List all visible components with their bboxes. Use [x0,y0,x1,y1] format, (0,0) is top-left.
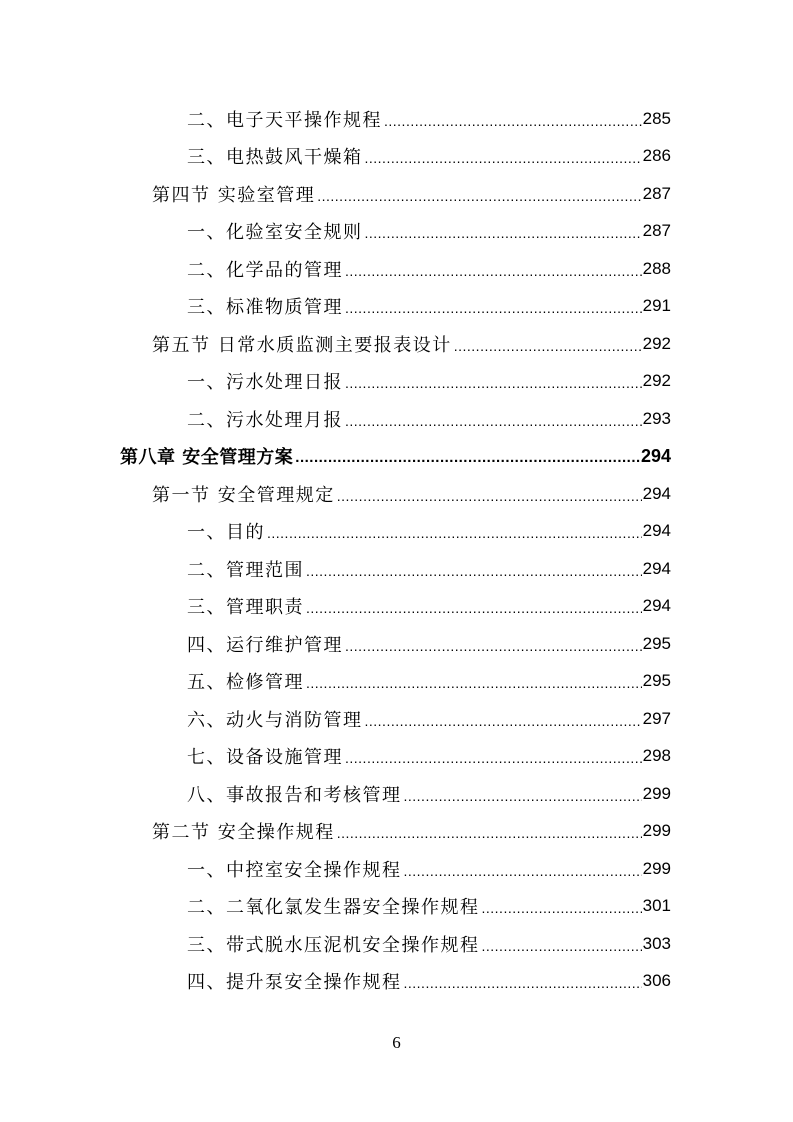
toc-entry[interactable] [152,816,671,846]
toc-entry-page: 286 [642,146,671,165]
toc-leader-dots [345,368,642,398]
toc-entry[interactable] [187,404,671,434]
toc-entry[interactable] [187,554,671,584]
toc-entry-page: 288 [642,259,671,278]
toc-entry[interactable] [187,741,671,771]
toc-entry-title: 第一节 安全管理规定 [152,485,335,506]
toc-entry-title: 一、污水处理日报 [187,372,343,393]
toc-entry[interactable] [187,591,671,621]
toc-entry[interactable] [187,216,671,246]
toc-entry-title: 八、事故报告和考核管理 [187,785,402,806]
toc-entry-page: 299 [642,859,671,878]
toc-entry[interactable] [187,966,671,996]
toc-leader-dots [306,556,642,586]
toc-entry-page: 301 [642,896,671,915]
toc-leader-dots [267,518,642,548]
toc-entry[interactable] [187,254,671,284]
toc-leader-dots [482,931,642,961]
toc-entry-title: 第四节 实验室管理 [152,185,316,206]
toc-leader-dots [345,743,642,773]
toc-entry-page: 294 [642,596,671,615]
toc-entry[interactable] [152,479,671,509]
toc-leader-dots [306,593,642,623]
toc-entry-title: 四、提升泵安全操作规程 [187,972,402,993]
toc-entry-title: 六、动火与消防管理 [187,710,363,731]
toc-entry-page: 299 [642,821,671,840]
toc-entry-page: 295 [642,671,671,690]
toc-entry-title: 二、管理范围 [187,560,304,581]
toc-entry-title: 第五节 日常水质监测主要报表设计 [152,335,452,356]
toc-entry[interactable] [187,141,671,171]
toc-leader-dots [384,106,642,136]
toc-leader-dots [317,181,641,211]
toc-entry-page: 303 [642,934,671,953]
toc-entry-page: 294 [642,559,671,578]
toc-leader-dots [345,293,642,323]
toc-leader-dots [454,331,642,361]
toc-entry-page: 306 [642,971,671,990]
toc-leader-dots [365,143,642,173]
toc-leader-dots [306,668,642,698]
toc-leader-dots [337,818,642,848]
toc-entry-page: 299 [642,784,671,803]
toc-entry[interactable] [187,629,671,659]
toc-entry-page: 287 [642,221,671,240]
toc-entry-page: 291 [642,296,671,315]
toc-leader-dots [365,218,642,248]
toc-leader-dots [337,481,642,511]
toc-leader-dots [295,443,640,473]
toc-leader-dots [345,631,642,661]
toc-entry[interactable] [187,704,671,734]
toc-entry-page: 292 [642,334,671,353]
toc-entry-title: 一、目的 [187,522,265,543]
toc-entry[interactable] [187,104,671,134]
toc-entry[interactable] [187,666,671,696]
toc-leader-dots [404,968,642,998]
toc-leader-dots [365,706,642,736]
toc-entry-title: 一、中控室安全操作规程 [187,860,402,881]
toc-entry-title: 三、标准物质管理 [187,297,343,318]
toc-entry-page: 292 [642,371,671,390]
toc-entry-page: 285 [642,109,671,128]
toc-entry-page: 295 [642,634,671,653]
toc-entry[interactable] [187,366,671,396]
toc-entry[interactable] [187,929,671,959]
toc-entry-title: 二、二氧化氯发生器安全操作规程 [187,897,480,918]
toc-entry-page: 297 [642,709,671,728]
toc-entry-page: 294 [642,484,671,503]
toc-entry[interactable] [187,891,671,921]
toc-entry-title: 三、带式脱水压泥机安全操作规程 [187,935,480,956]
toc-leader-dots [404,781,642,811]
toc-entry[interactable] [152,179,671,209]
toc-entry-title: 一、化验室安全规则 [187,222,363,243]
toc-chapter-entry[interactable] [120,441,671,471]
toc-entry-title: 三、电热鼓风干燥箱 [187,147,363,168]
toc-entry-page: 294 [642,521,671,540]
toc-leader-dots [482,893,642,923]
toc-entry-title: 二、污水处理月报 [187,410,343,431]
toc-entry-title: 二、化学品的管理 [187,260,343,281]
toc-entry-title: 二、电子天平操作规程 [187,110,382,131]
toc-entry-title: 三、管理职责 [187,597,304,618]
toc-entry-page: 293 [642,409,671,428]
toc-leader-dots [345,406,642,436]
toc-entry-title: 第八章 安全管理方案 [120,447,294,468]
toc-entry[interactable] [187,779,671,809]
toc-leader-dots [345,256,642,286]
toc-entry[interactable] [187,854,671,884]
toc-entry-title: 七、设备设施管理 [187,747,343,768]
toc-entry-page: 298 [642,746,671,765]
toc-entry[interactable] [187,516,671,546]
toc-entry[interactable] [187,291,671,321]
toc-leader-dots [404,856,642,886]
page-number: 6 [392,1033,401,1052]
toc-entry-title: 第二节 安全操作规程 [152,822,335,843]
toc-entry-page: 294 [640,445,671,466]
toc-entry-page: 287 [642,184,671,203]
toc-entry-title: 五、检修管理 [187,672,304,693]
toc-entry[interactable] [152,329,671,359]
toc-entry-title: 四、运行维护管理 [187,635,343,656]
